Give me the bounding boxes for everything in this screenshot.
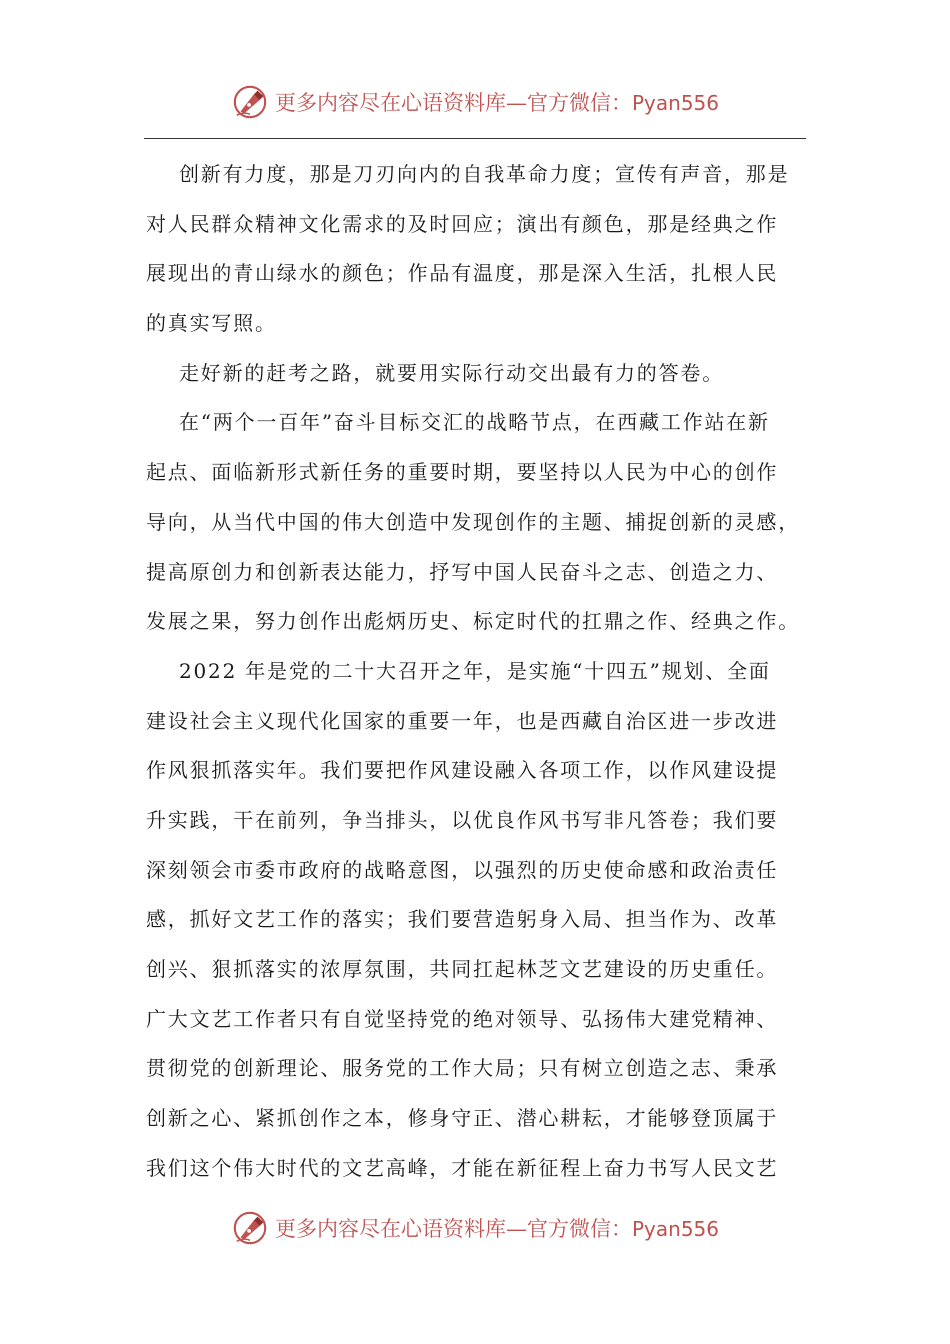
text-line: 创新有力度，那是刀刃向内的自我革命力度；宣传有声音，那是 bbox=[179, 162, 790, 186]
header-banner bbox=[0, 82, 950, 122]
document-body bbox=[146, 150, 808, 1193]
text-line: 创兴、狠抓落实的浓厚氛围，共同扛起林芝文艺建设的历史重任。 bbox=[146, 957, 779, 981]
footer-banner-label: 更多内容尽在心语资料库—官方微信： bbox=[274, 1217, 632, 1241]
text-line: 走好新的赶考之路，就要用实际行动交出最有力的答卷。 bbox=[179, 360, 724, 385]
text-line: 感，抓好文艺工作的落实；我们要营造躬身入局、担当作为、改革 bbox=[146, 907, 779, 932]
header-banner-text bbox=[275, 87, 719, 117]
text-line: 在“两个一百年”奋斗目标交汇的战略节点，在西藏工作站在新 bbox=[179, 410, 770, 435]
text-line: 导向，从当代中国的伟大创造中发现创作的主题、捕捉创新的灵感， bbox=[146, 509, 800, 534]
text-line: 深刻领会市委市政府的战略意图，以强烈的历史使命感和政治责任 bbox=[146, 857, 779, 882]
text-line: 升实践，干在前列，争当排头，以优良作风书写非凡答卷；我们要 bbox=[146, 807, 779, 832]
text-line: 对人民群众精神文化需求的及时回应；演出有颜色，那是经典之作 bbox=[146, 211, 779, 236]
footer-banner bbox=[0, 1208, 950, 1248]
text-line: 2022 年是党的二十大召开之年，是实施“十四五”规划、全面 bbox=[179, 658, 771, 683]
header-divider bbox=[144, 138, 806, 139]
text-line: 我们这个伟大时代的文艺高峰，才能在新征程上奋力书写人民文艺 bbox=[146, 1155, 779, 1180]
text-line: 建设社会主义现代化国家的重要一年，也是西藏自治区进一步改进 bbox=[146, 708, 779, 733]
text-line: 贯彻党的创新理论、服务党的工作大局；只有树立创造之志、秉承 bbox=[146, 1056, 779, 1081]
footer-wechat-id: Pyan556 bbox=[631, 1217, 719, 1241]
pen-nib-logo-icon bbox=[231, 1209, 269, 1247]
text-line: 展现出的青山绿水的颜色；作品有温度，那是深入生活，扎根人民 bbox=[146, 261, 779, 286]
text-line: 的真实写照。 bbox=[146, 311, 277, 336]
text-line: 起点、面临新形式新任务的重要时期，要坚持以人民为中心的创作 bbox=[146, 460, 779, 485]
pen-nib-logo-icon bbox=[231, 83, 269, 121]
header-wechat-id: Pyan556 bbox=[631, 91, 719, 115]
header-banner-label: 更多内容尽在心语资料库—官方微信： bbox=[274, 91, 632, 115]
text-line: 广大文艺工作者只有自觉坚持党的绝对领导、弘扬伟大建党精神、 bbox=[146, 1006, 779, 1031]
text-line: 发展之果，努力创作出彪炳历史、标定时代的扛鼎之作、经典之作。 bbox=[146, 609, 800, 634]
text-line: 作风狠抓落实年。我们要把作风建设融入各项工作，以作风建设提 bbox=[146, 758, 779, 783]
text-line: 提高原创力和创新表达能力，抒写中国人民奋斗之志、创造之力、 bbox=[146, 559, 779, 584]
text-line: 创新之心、紧抓创作之本，修身守正、潜心耕耘，才能够登顶属于 bbox=[146, 1106, 779, 1131]
footer-banner-text bbox=[275, 1213, 719, 1243]
